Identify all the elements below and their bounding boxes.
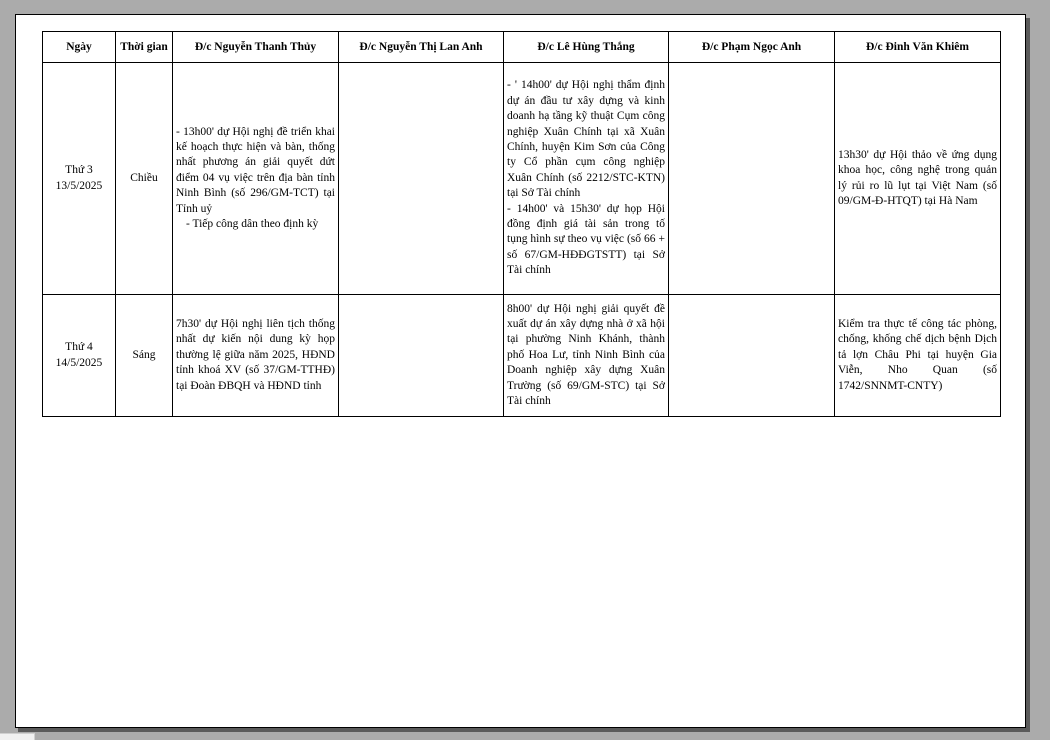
work-schedule-table — [42, 31, 1001, 417]
person-1-cell: 7h30' dự Hội nghị liên tịch thống nhất dự kiến nội dung kỳ họp thường lệ giữa năm 2025, HĐND tỉnh khoá XV (số 37/GM-TTHĐ) tại Đoàn ĐBQH và HĐND tỉnh — [173, 295, 339, 417]
table-row — [43, 63, 1001, 295]
date-cell — [43, 295, 116, 417]
header-row — [43, 32, 1001, 63]
session-cell: Sáng — [116, 295, 173, 417]
date: 13/5/2025 — [55, 179, 103, 192]
agenda-item: - ' 14h00' dự Hội nghị thẩm định dự án đầu tư xây dựng và kinh doanh hạ tầng kỹ thuật Cụm công nghiệp Xuân Chính tại xã Xuân Chính, huyện Kim Sơn của Công ty Cổ phần cụm công nghiệp Xuân Chính (số 2212/STC-KTN) tại Sở Tài chính — [507, 79, 665, 200]
header-person-2: Đ/c Nguyễn Thị Lan Anh — [339, 32, 504, 63]
agenda-item: - Tiếp công dân theo định kỳ — [186, 218, 319, 231]
table-row — [43, 295, 1001, 417]
header-person-4: Đ/c Phạm Ngọc Anh — [669, 32, 835, 63]
date-cell — [43, 63, 116, 295]
date: 14/5/2025 — [55, 356, 103, 369]
person-1-cell — [173, 63, 339, 295]
weekday: Thứ 3 — [65, 164, 93, 177]
header-time: Thời gian — [116, 32, 173, 63]
person-2-cell — [339, 295, 504, 417]
person-4-cell — [669, 63, 835, 295]
document-page — [15, 14, 1026, 728]
person-3-cell — [504, 63, 669, 295]
person-2-cell — [339, 63, 504, 295]
header-person-5: Đ/c Đinh Văn Khiêm — [835, 32, 1001, 63]
person-4-cell — [669, 295, 835, 417]
header-date: Ngày — [43, 32, 116, 63]
person-3-cell: 8h00' dự Hội nghị giải quyết đề xuất dự án xây dựng nhà ở xã hội tại phường Ninh Khánh, thành phố Hoa Lư, tỉnh Ninh Bình của Doanh nghiệp xây dựng Xuân Trường (số 69/GM-STC) tại Sở Tài chính — [504, 295, 669, 417]
session-cell: Chiều — [116, 63, 173, 295]
weekday: Thứ 4 — [65, 341, 93, 354]
agenda-item: - 14h00' và 15h30' dự họp Hội đồng định giá tài sản trong tố tụng hình sự theo vụ việc (số 66 + số 67/GM-HĐĐGTSTT) tại Sở Tài chính — [507, 202, 665, 277]
person-5-cell: Kiểm tra thực tế công tác phòng, chống, khống chế dịch bệnh Dịch tả lợn Châu Phi tại huyện Gia Viễn, Nho Quan (số 1742/SNNMT-CNTY) — [835, 295, 1001, 417]
header-person-3: Đ/c Lê Hùng Thắng — [504, 32, 669, 63]
header-person-1: Đ/c Nguyễn Thanh Thủy — [173, 32, 339, 63]
agenda-item: - 13h00' dự Hội nghị đề triển khai kế hoạch thực hiện và bàn, thống nhất phương án giải quyết dứt điểm 04 vụ việc trên địa bàn tỉnh Ninh Bình (số 296/GM-TCT) tại Tỉnh uỷ — [176, 125, 335, 215]
person-5-cell: 13h30' dự Hội thảo về ứng dụng khoa học, công nghệ trong quản lý rủi ro lũ lụt tại Việt Nam (số 09/GM-Đ-HTQT) tại Hà Nam — [835, 63, 1001, 295]
